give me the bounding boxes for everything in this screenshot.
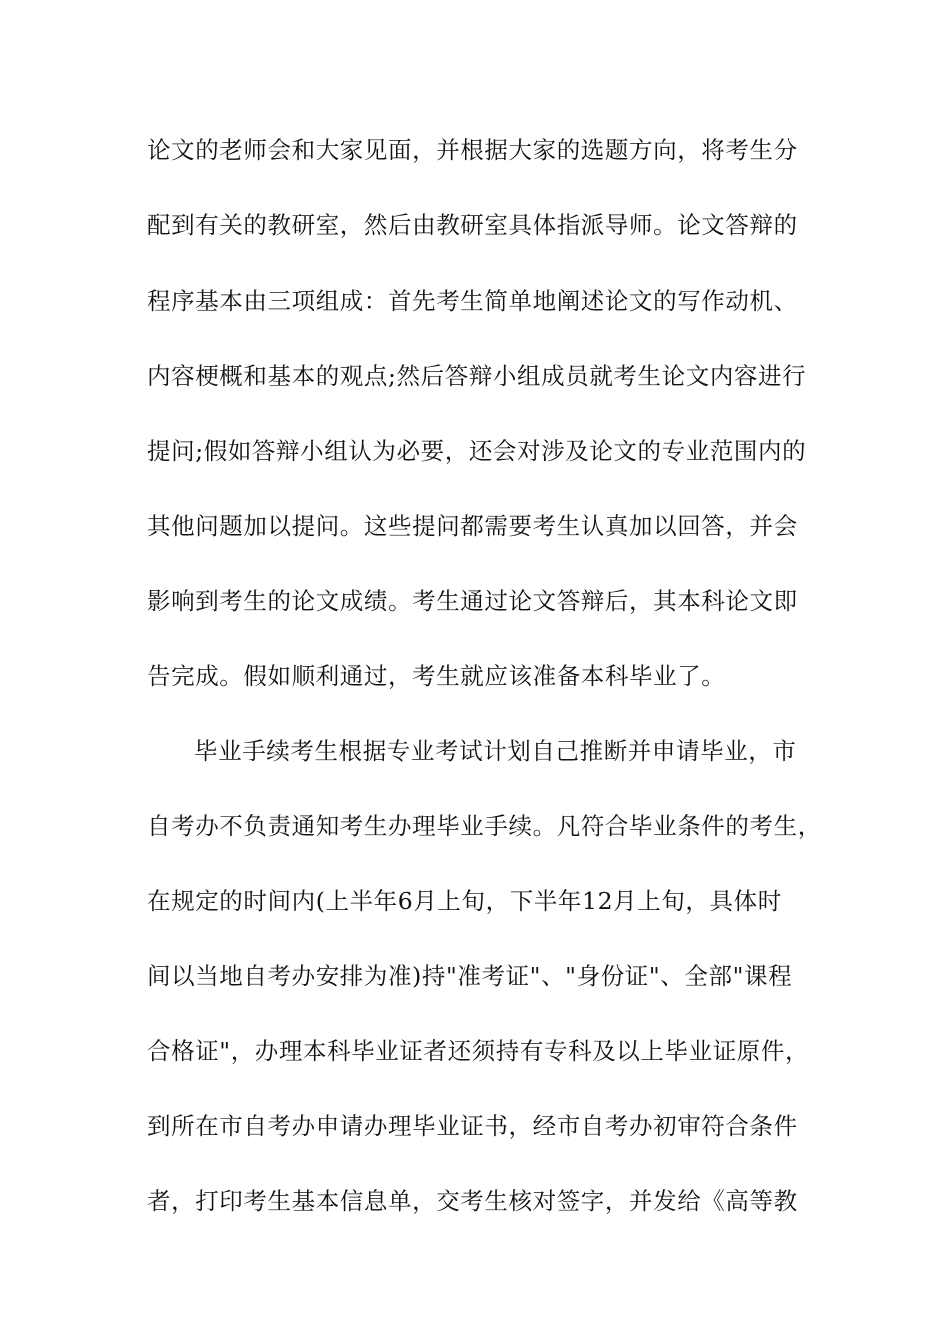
text-line-7: 影响到考生的论文成绩。考生通过论文答辩后，其本科论文即 — [147, 587, 798, 615]
text-line-1: 论文的老师会和大家见面，并根据大家的选题方向，将考生分 — [147, 136, 798, 164]
text-line-3: 程序基本由三项组成：首先考生简单地阐述论文的写作动机、 — [147, 287, 798, 315]
text-line-15: 者，打印考生基本信息单，交考生核对签字，并发给《高等教 — [147, 1187, 798, 1215]
text-line-10: 自考办不负责通知考生办理毕业手续。凡符合毕业条件的考生， — [147, 812, 822, 840]
text-line-13: 合格证"，办理本科毕业证者还须持有专科及以上毕业证原件， — [147, 1037, 810, 1065]
text-line-12: 间以当地自考办安排为准)持"准考证"、"身份证"、全部"课程 — [147, 962, 793, 990]
text-line-4: 内容梗概和基本的观点;然后答辩小组成员就考生论文内容进行 — [147, 362, 807, 390]
paragraph-start-line: 毕业手续考生根据专业考试计划自己推断并申请毕业，市 — [194, 737, 797, 765]
text-line-14: 到所在市自考办申请办理毕业证书，经市自考办初审符合条件 — [147, 1112, 798, 1140]
text-line-11: 在规定的时间内(上半年6月上旬，下半年12月上旬，具体时 — [147, 887, 782, 915]
text-line-2: 配到有关的教研室，然后由教研室具体指派导师。论文答辩的 — [147, 211, 798, 239]
text-line-5: 提问;假如答辩小组认为必要，还会对涉及论文的专业范围内的 — [147, 437, 807, 465]
text-line-8: 告完成。假如顺利通过，考生就应该准备本科毕业了。 — [147, 662, 726, 690]
text-line-6: 其他问题加以提问。这些提问都需要考生认真加以回答，并会 — [147, 512, 798, 540]
